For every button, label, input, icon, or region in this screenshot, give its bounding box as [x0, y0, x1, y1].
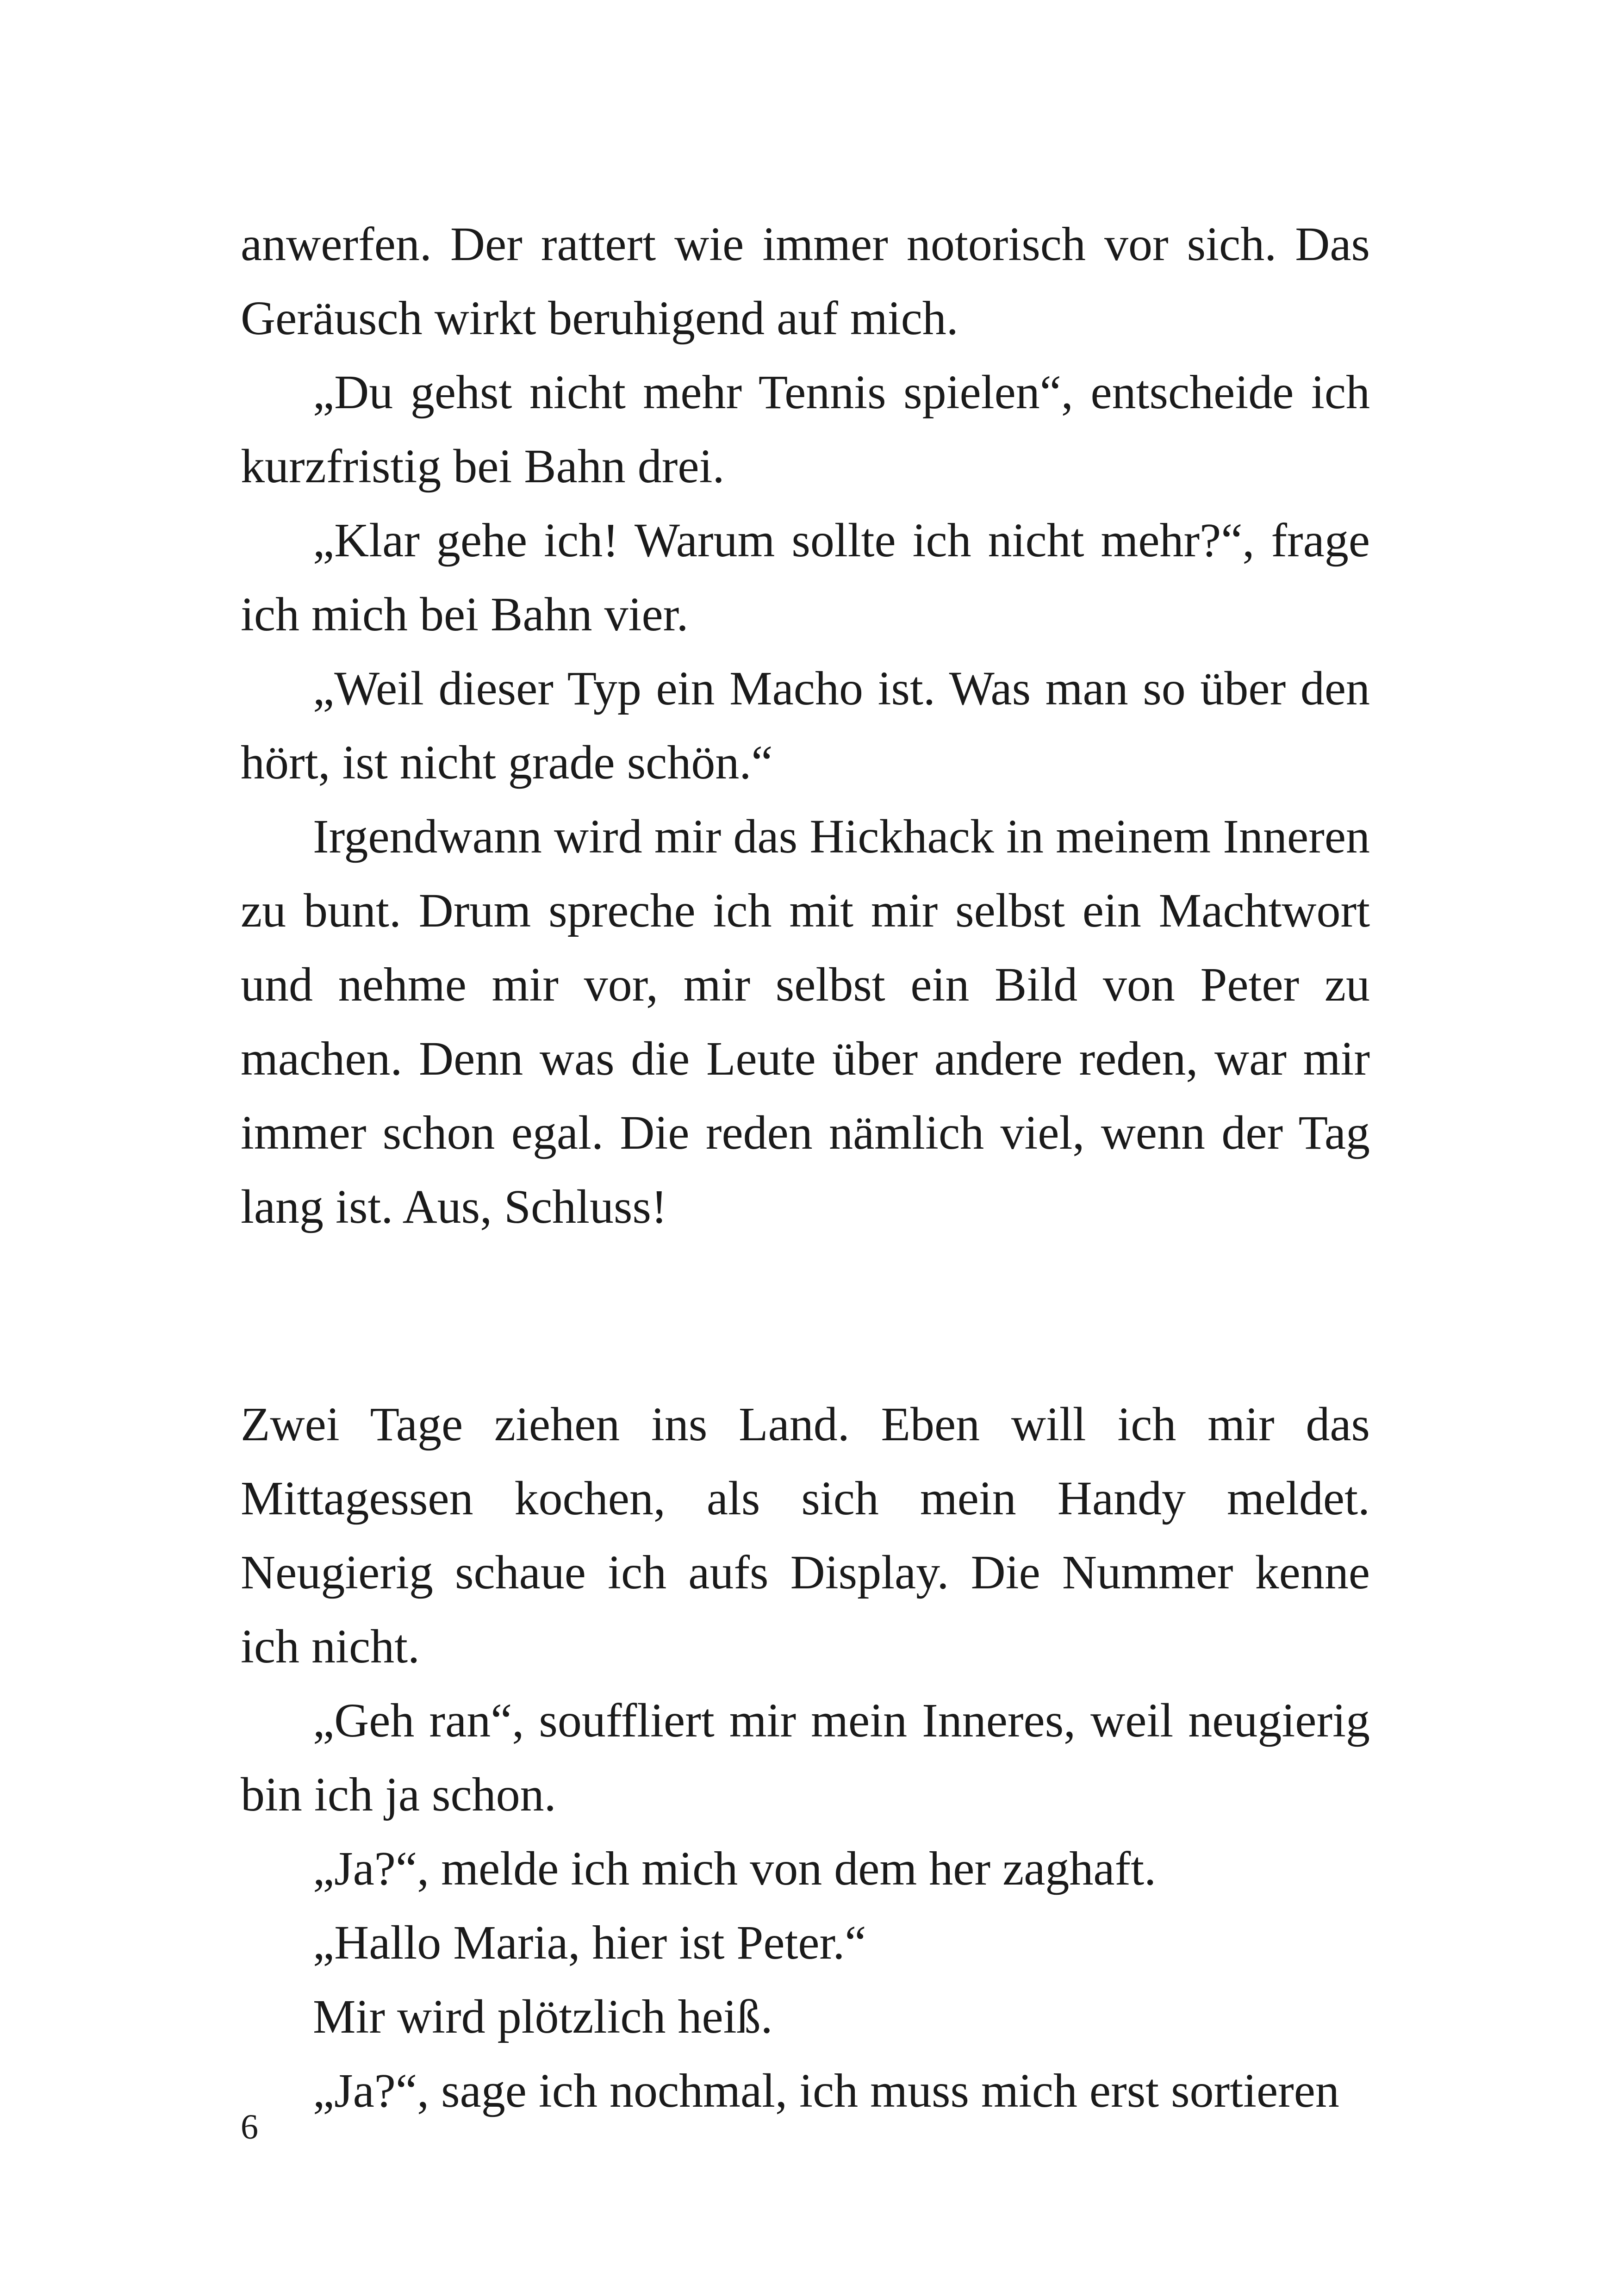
paragraph: Zwei Tage ziehen ins Land. Eben will ich mir das Mittagessen kochen, als sich mein Handy meldet. Neugierig schaue ich aufs Display. Die Nummer kenne ich nicht. [241, 1398, 1370, 1673]
paragraph: „Du gehst nicht mehr Tennis spielen“, entscheide ich kurzfristig bei Bahn drei. [241, 366, 1370, 493]
paragraph: Mir wird plötzlich heiß. [313, 1990, 773, 2043]
paragraph: „Weil dieser Typ ein Macho ist. Was man so über den hört, ist nicht grade schön.“ [241, 662, 1370, 789]
paragraph: Irgendwann wird mir das Hickhack in meinem Inneren zu bunt. Drum spreche ich mit mir selbst ein Machtwort und nehme mir vor, mir selbst ein Bild von Peter zu machen. Denn was die Leute über andere reden, war mir immer schon egal. Die reden nämlich viel, wenn der Tag lang ist. Aus, Schluss! [241, 810, 1370, 1233]
paragraph: „Geh ran“, souffliert mir mein Inneres, weil neugierig bin ich ja schon. [241, 1694, 1370, 1821]
paragraph: „Ja?“, melde ich mich von dem her zaghaft. [313, 1842, 1157, 1895]
paragraph: „Hallo Maria, hier ist Peter.“ [313, 1916, 866, 1969]
page-number: 6 [241, 2108, 258, 2147]
paragraph: „Klar gehe ich! Warum sollte ich nicht mehr?“, frage ich mich bei Bahn vier. [241, 514, 1370, 641]
paragraph: „Ja?“, sage ich nochmal, ich muss mich erst sortieren [313, 2064, 1339, 2117]
text-section-1 [241, 207, 1370, 1244]
text-section-2 [241, 1388, 1370, 2128]
paragraph: anwerfen. Der rattert wie immer notorisch vor sich. Das Geräusch wirkt beruhigend auf mich. [241, 218, 1370, 345]
